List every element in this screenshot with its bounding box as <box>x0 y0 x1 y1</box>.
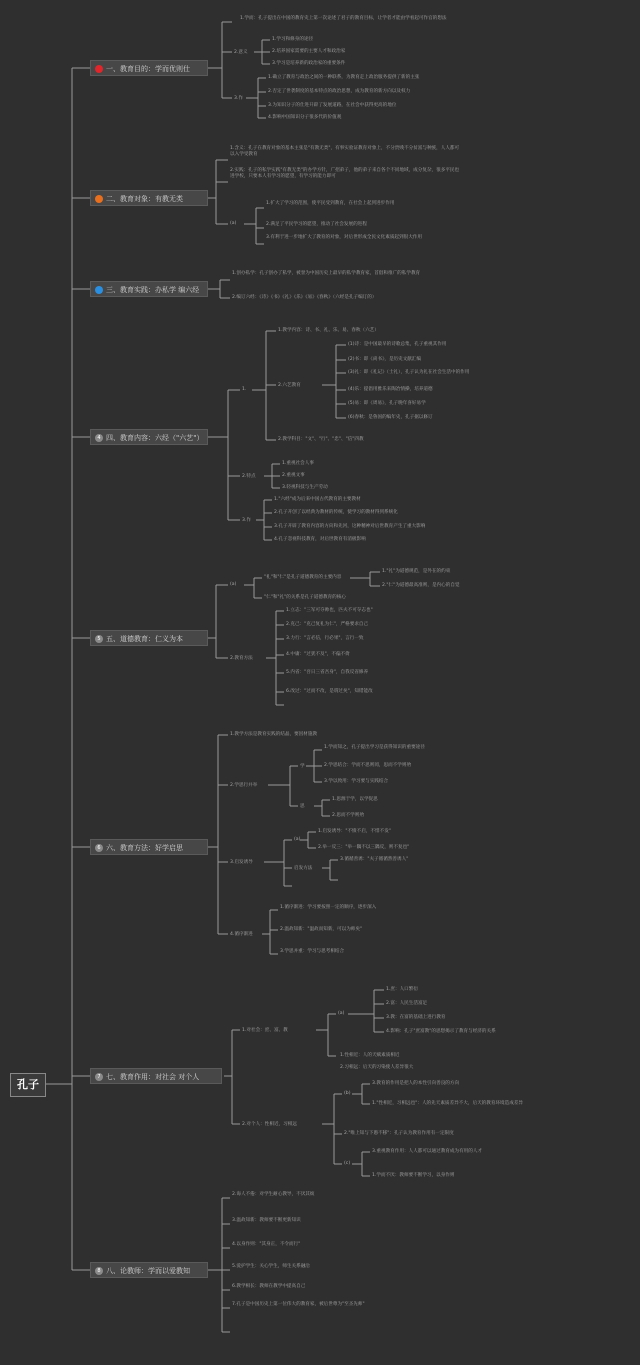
leaf-text: 1."六经"成为后来中国古代教育的主要教材 <box>274 497 361 502</box>
section-8-node[interactable] <box>90 1262 208 1278</box>
leaf-text: 3.重视教育作用：人人都可以通过教育成为有用的人才 <box>372 1149 483 1154</box>
branch-label: 启发方法 <box>294 866 313 871</box>
number-badge-icon: 4 <box>95 434 103 442</box>
leaf-text: 1.含义：孔子在教育对象的基本主张是"有教无类"，有事实验证教育对象上，不分贵贱不分贫富与种族，人人都可以入学受教育 <box>230 146 460 157</box>
section-7-node[interactable] <box>90 1068 222 1084</box>
leaf-text: 2.富：人民生活富足 <box>386 1001 428 1006</box>
leaf-text: 3.孔子开辟了教育内容的方向和先河，这种精神对后世教育产生了重大影响 <box>274 524 426 529</box>
leaf-text: 4.孔子忽视科技教育，对后世教育有消极影响 <box>274 537 366 542</box>
section-6-node[interactable] <box>90 839 208 855</box>
leaf-text: 1.确立了教育与政治之间的一种联系，为教育走上政治服务提供了新的主张 <box>268 75 420 80</box>
branch-label: 3.作 <box>242 518 251 523</box>
section-6-label: 六、教育方法：好学启思 <box>106 844 183 852</box>
leaf-text: 4.以身作则："其身正，不令而行" <box>232 1242 301 1247</box>
blue-dot-icon <box>95 286 103 294</box>
leaf-text: 2.孔子开创了以经典为教材的传统，使学习的教材得到系统化 <box>274 510 398 515</box>
leaf-text: 2.重视文事 <box>282 473 305 478</box>
leaf-text: 1.扩大了学习的范围，使平民受到教育，在社会上起到进步作用 <box>266 201 395 206</box>
red-dot-icon <box>95 65 103 73</box>
leaf-text: 1.思源于学，以学促思 <box>332 797 378 802</box>
section-1-label: 一、教育目的：学而优则仕 <box>106 65 190 73</box>
leaf-text: 1.教学内容：诗、书、礼、乐、易、春秋（六艺） <box>278 328 379 333</box>
leaf-text: 3.为知识分子的仕进开辟了发展道路，在社会中获得更高的地位 <box>268 103 397 108</box>
leaf-text: 3.学思并重：学习与思考相结合 <box>280 949 345 954</box>
leaf-text: 1.学而知之，孔子提出学习是获得知识的重要途径 <box>324 745 425 750</box>
leaf-text: 2.举一反三："举一隅不以三隅反，则不复也" <box>318 845 410 850</box>
section-5-node[interactable] <box>90 630 208 646</box>
leaf-text: 2.思而不学则殆 <box>332 813 364 818</box>
section-3-label: 三、教育实践：办私学 编六经 <box>106 286 200 294</box>
branch-label: (a) <box>294 837 301 842</box>
leaf-text: 3.教育的作用是把人的本性引向善良的方向 <box>372 1081 460 1086</box>
branch-label: (c) <box>344 1161 351 1166</box>
leaf-text: 1."礼"为道德规范，是外在的约束 <box>382 569 451 574</box>
root-node[interactable]: 孔子 <box>10 1073 46 1097</box>
leaf-text: 3.循循善诱："夫子循循然善诱人" <box>340 857 409 862</box>
branch-label: 2.对个人：性相近，习相远 <box>242 1122 297 1127</box>
branch-label: (a) <box>338 1011 345 1016</box>
section-2-node[interactable] <box>90 190 208 206</box>
leaf-text: (4)乐：提倡用雅乐来陶冶情操，培养道德 <box>348 387 433 392</box>
branch-label: 2.意义 <box>234 50 248 55</box>
number-badge-icon: 8 <box>95 1267 103 1275</box>
leaf-text: 1.学习和修身的途径 <box>272 37 314 42</box>
leaf-text: 1.启发诱导："不愤不启，不悱不发" <box>318 829 391 834</box>
branch-label: (a) <box>230 582 237 587</box>
branch-label: 3.作 <box>234 96 243 101</box>
leaf-text: 2.教学科目："文"、"行"、"忠"、"信"四教 <box>278 437 364 442</box>
branch-label: 2.特点 <box>242 474 256 479</box>
leaf-text: 1.循序渐进：学习要按照一定的顺序，逐步深入 <box>280 905 377 910</box>
branch-label: 3.启发诱导 <box>230 860 253 865</box>
leaf-text: 4.中庸："过犹不及"，不偏不倚 <box>286 652 350 657</box>
leaf-text: 1.重视社会人事 <box>282 461 314 466</box>
leaf-text: 3.学习是培养新的政治家的重要条件 <box>272 61 346 66</box>
orange-dot-icon <box>95 195 103 203</box>
branch-label: 2.教育方法 <box>230 656 253 661</box>
leaf-text: 4.影响中国知识分子很多代的价值观 <box>268 115 342 120</box>
number-badge-icon: 5 <box>95 635 103 643</box>
leaf-text: 1.立志："三军可夺帅也，匹夫不可夺志也" <box>286 608 373 613</box>
leaf-text: 2.否定了世袭制度的基本特点的政治思想，成为教育的新方向以及权力 <box>268 89 411 94</box>
leaf-text: 3.温故知新：教师要不断更新知识 <box>232 1218 301 1223</box>
leaf-text: 3.教：在富的基础上进行教育 <box>386 1015 446 1020</box>
leaf-text: 2.编订六经：《诗》《书》《礼》《乐》《易》《春秋》（六经是孔子编订的） <box>232 295 377 300</box>
leaf-text: 6.改过："过而不改，是谓过矣"，知错能改 <box>286 689 373 694</box>
branch-label: 1. <box>242 387 247 392</box>
leaf-text: 2."唯上知与下愚不移"：孔子认为教育作用有一定限度 <box>344 1131 454 1136</box>
leaf-text: 2.学思结合：学而不思则罔，思而不学则殆 <box>324 763 412 768</box>
leaf-text: 2.习相远：后天的习染使人差异很大 <box>340 1065 414 1070</box>
branch-label: 4.循序渐进 <box>230 932 253 937</box>
leaf-text: 2.温故知新："温故而知新，可以为师矣" <box>280 927 363 932</box>
branch-label: 2.六艺教育 <box>278 383 301 388</box>
branch-label: 1.对社会：庶、富、教 <box>242 1028 288 1033</box>
section-7-label: 七、教育作用：对社会 对个人 <box>106 1073 200 1081</box>
leaf-text: 3.力行："言必信，行必果"，言行一致 <box>286 636 364 641</box>
section-2-label: 二、教育对象：有教无类 <box>106 195 183 203</box>
leaf-text: 1.学而：孔子提出在中国的教育史上第一次论述了君子的教育目标，让学者才能由学看起可作官的想法 <box>240 16 447 21</box>
leaf-text: 5.爱护学生：关心学生，师生关系融洽 <box>232 1264 310 1269</box>
branch-label: 思 <box>300 804 305 809</box>
leaf-text: 6.教学相长：教师在教学中提高自己 <box>232 1284 306 1289</box>
leaf-text: 1.庶：人口繁衍 <box>386 987 418 992</box>
leaf-text: (6)春秋：是鲁国的编年史，孔子据以修订 <box>348 415 433 420</box>
leaf-text: 2.培养国家需要的主要人才和政治家 <box>272 49 346 54</box>
leaf-text: 3.学以致用：学习要与实践结合 <box>324 779 389 784</box>
section-1-node[interactable] <box>90 60 208 76</box>
leaf-text: 7.孔子是中国历史上第一位伟大的教育家，被后世尊为"至圣先师" <box>232 1302 365 1307</box>
branch-label: (a) <box>230 221 237 226</box>
leaf-text: 3.有利于进一步地扩大了教育的对象，对后世形成全民文化素质起到很大作用 <box>266 235 422 240</box>
leaf-text: 2.满足了平民学习的愿望，推动了社会发展的进程 <box>266 222 367 227</box>
number-badge-icon: 7 <box>95 1073 103 1081</box>
leaf-text: (2)书：即《尚书》，是历史文献汇编 <box>348 357 422 362</box>
leaf-text: (5)易：即《周易》，孔子晚年喜好易学 <box>348 401 426 406</box>
leaf-text: (1)诗：是中国最早的诗歌总集，孔子重视其作用 <box>348 342 447 347</box>
section-3-node[interactable] <box>90 281 208 297</box>
number-badge-icon: 6 <box>95 844 103 852</box>
leaf-text: 1.学而不厌：教师要不断学习，以身作则 <box>372 1173 455 1178</box>
leaf-text: 2.克己："克己复礼为仁"，严格要求自己 <box>286 622 369 627</box>
leaf-text: 4.影响：孔子"庶富教"的思想揭示了教育与经济的关系 <box>386 1029 496 1034</box>
leaf-text: 5.内省："吾日三省吾身"，自我反省修养 <box>286 670 369 675</box>
leaf-text: 1."性相近，习相远也"：人的先天素质差异不大，后天的教育环境造成差异 <box>372 1101 524 1106</box>
leaf-text: 3.轻视科技与生产劳动 <box>282 485 328 490</box>
leaf-text: 1.教学方法是教育实践的结晶，要因材施教 <box>230 732 318 737</box>
leaf-text: 1.性相近：人的天赋素质相近 <box>340 1053 400 1058</box>
section-4-node[interactable] <box>90 429 208 445</box>
section-4-label: 四、教育内容：六经（"六艺"） <box>106 434 204 442</box>
branch-label: 2.学思行并举 <box>230 783 258 788</box>
leaf-text: "仁"和"礼"的关系是孔子道德教育的核心 <box>264 595 346 600</box>
leaf-text: 2.诲人不倦：对学生耐心教导，不厌其烦 <box>232 1192 315 1197</box>
section-5-label: 五、道德教育：仁义为本 <box>106 635 183 643</box>
section-8-label: 八、论教师：学而以爱教知 <box>106 1267 190 1275</box>
branch-label: (b) <box>344 1091 351 1096</box>
leaf-text: 2."仁"为道德最高准则，是内心的自觉 <box>382 583 460 588</box>
leaf-text: 1.创办私学：孔子创办了私学，被誉为中国历史上最早的私学教育家，首倡和推广的私学教育 <box>232 271 421 276</box>
leaf-text: "礼"和"仁"是孔子道德教育的主要内容 <box>264 575 342 580</box>
leaf-text: (3)礼：即《礼记》（士礼），孔子认为礼在社会生活中的作用 <box>348 370 470 375</box>
branch-label: 学 <box>300 764 305 769</box>
leaf-text: 2.实践：孔子的私学实践"有教无类"的办学方针，广招弟子，他的弟子来自各个不同地域，成分复杂，很多平民也进学校，只要本人有学习的愿望，有学习的能力即可 <box>230 168 460 179</box>
